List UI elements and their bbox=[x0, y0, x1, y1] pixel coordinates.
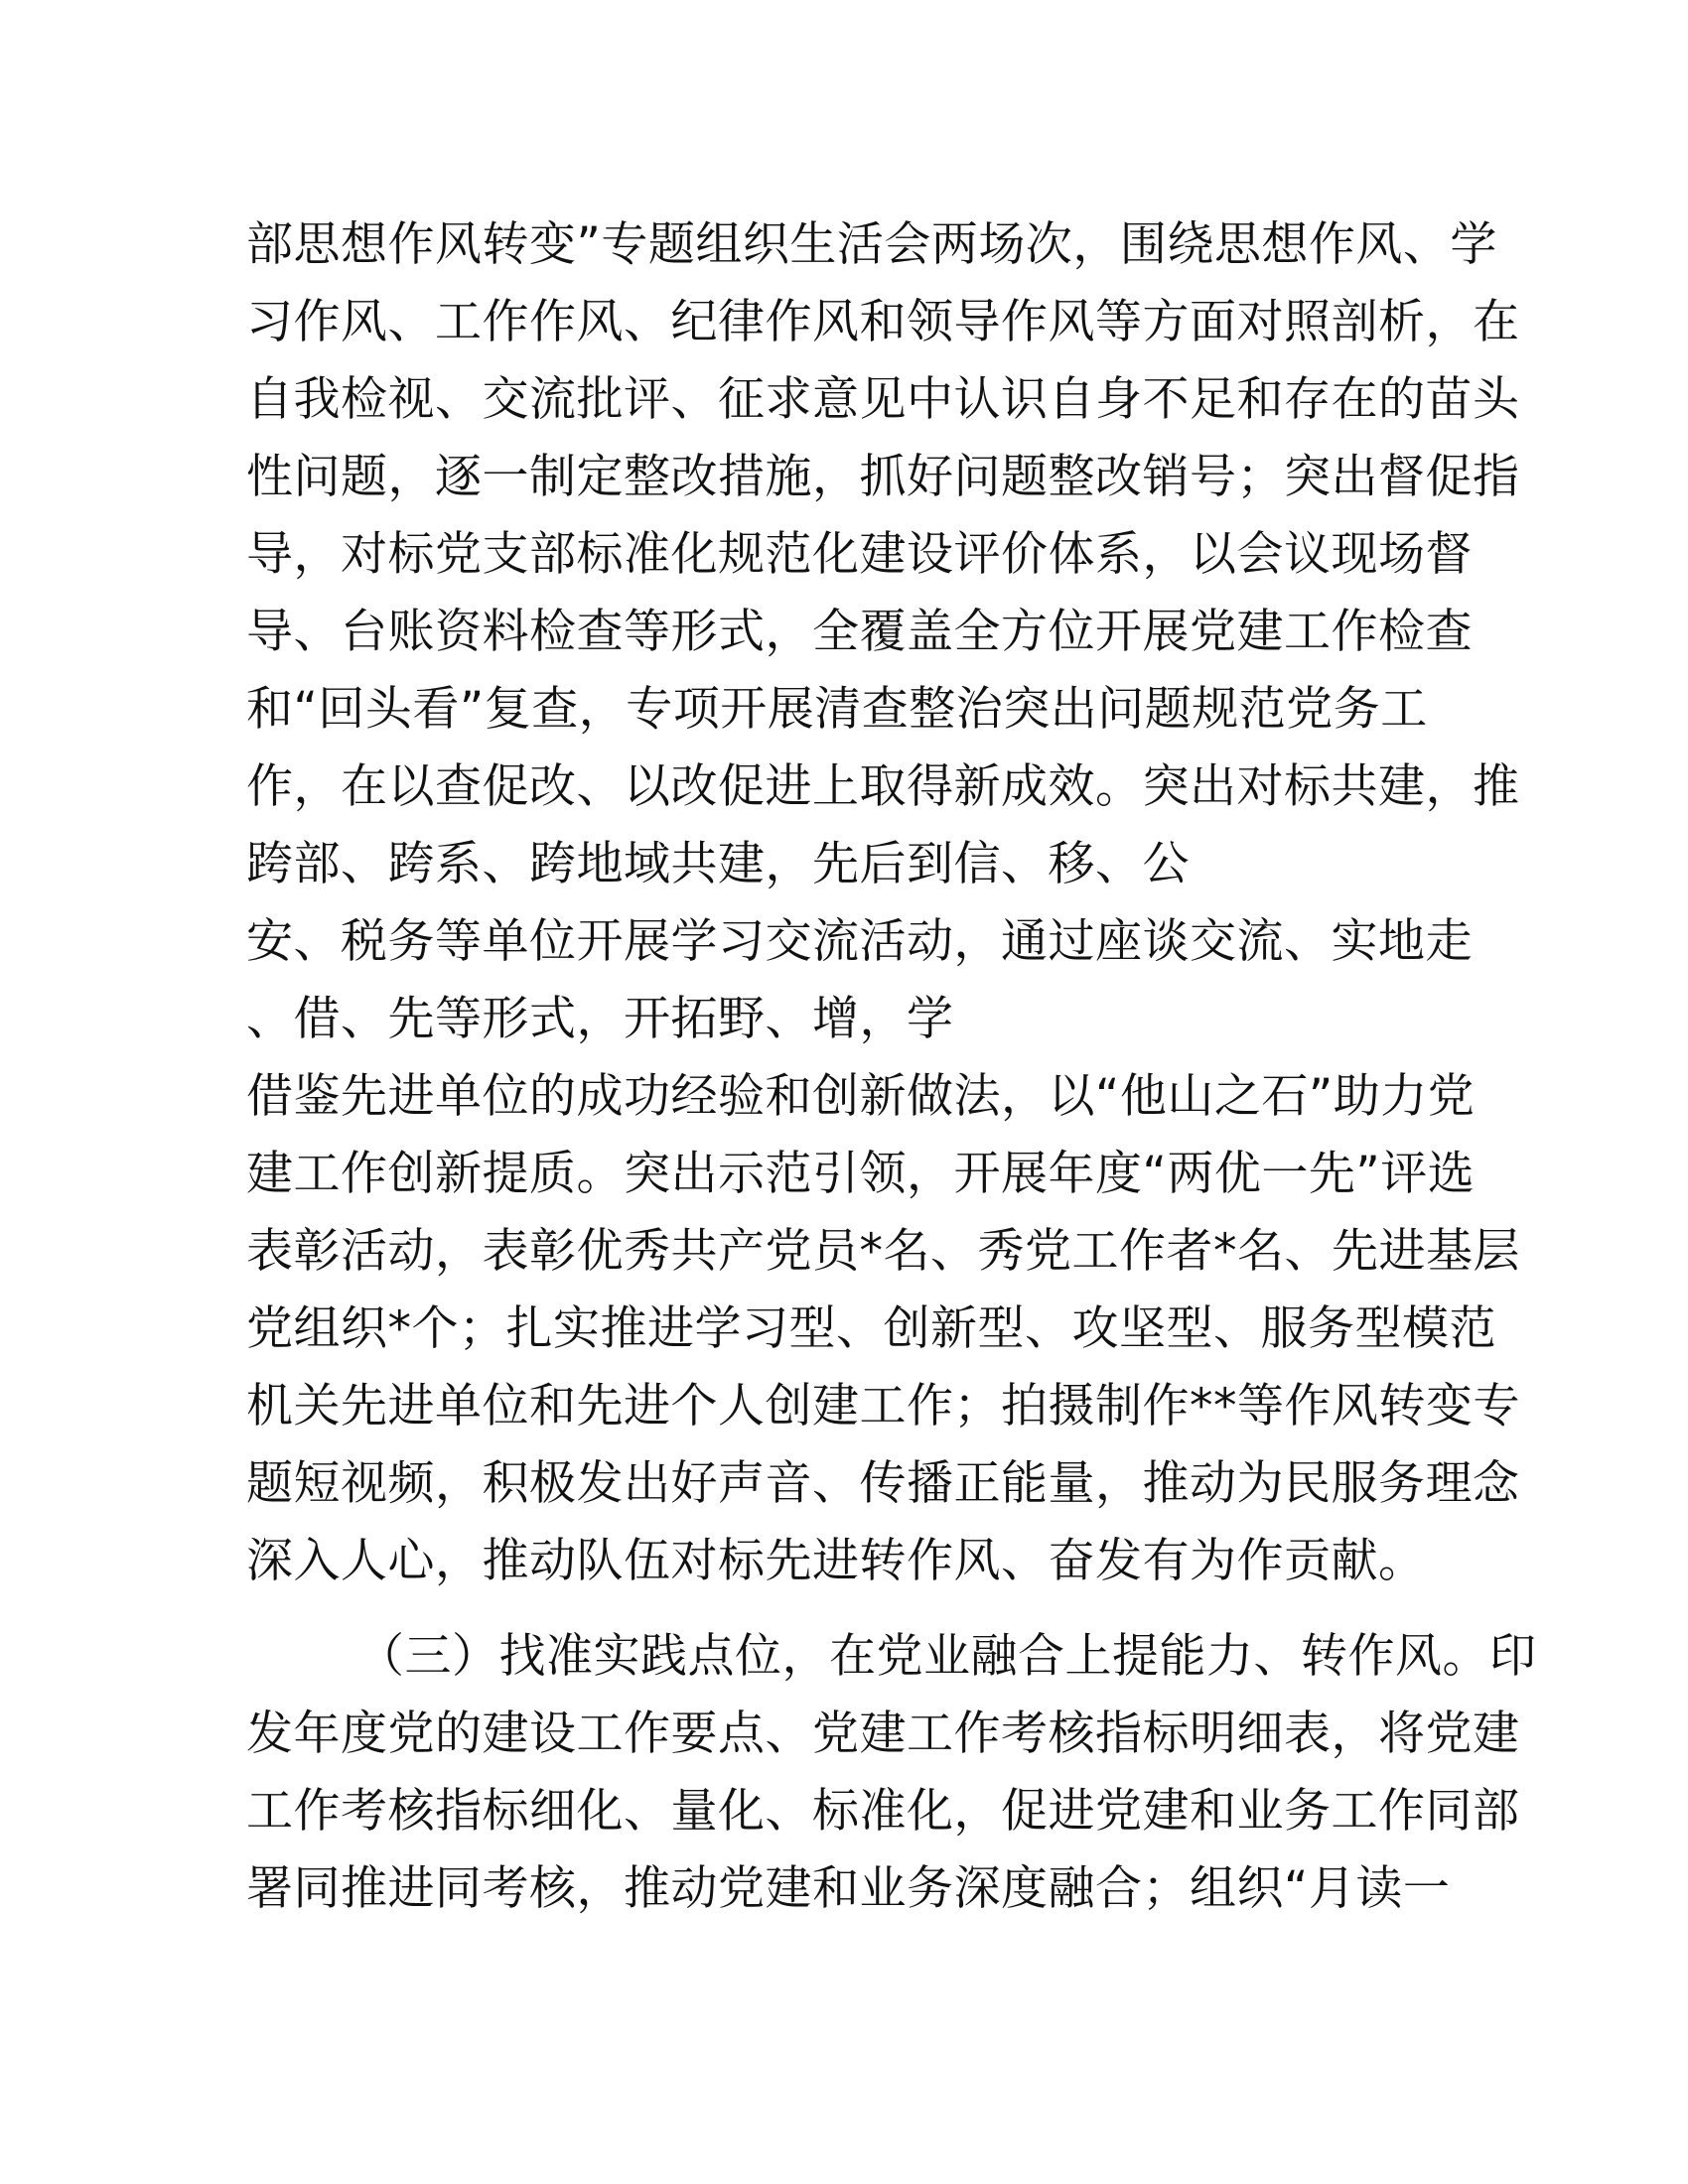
text-line: 机关先进单位和先进个人创建工作；拍摄制作**等作风转变专 bbox=[246, 1379, 1520, 1433]
text-line: 和“回头看”复查，专项开展清查整治突出问题规范党务工 bbox=[246, 682, 1428, 737]
text-line: 建工作创新提质。突出示范引领，开展年度“两优一先”评选 bbox=[246, 1147, 1476, 1201]
text-line: 性问题，逐一制定整改措施，抓好问题整改销号；突出督促指 bbox=[246, 450, 1520, 504]
text-line: 作，在以查促改、以改促进上取得新成效。突出对标共建，推 bbox=[246, 759, 1520, 814]
text-line: 表彰活动，表彰优秀共产党员*名、秀党工作者*名、先进基层 bbox=[246, 1224, 1520, 1279]
text-line: 、借、先等形式，开拓野、增，学 bbox=[246, 992, 954, 1046]
text-line: 导，对标党支部标准化规范化建设评价体系，以会议现场督 bbox=[246, 527, 1473, 582]
text-line: 跨部、跨系、跨地域共建，先后到信、移、公 bbox=[246, 837, 1190, 891]
text-line: 习作风、工作作风、纪律作风和领导作风等方面对照剖析，在 bbox=[246, 295, 1520, 349]
text-line: 题短视频，积极发出好声音、传播正能量，推动为民服务理念 bbox=[246, 1456, 1520, 1511]
paragraph-gap bbox=[246, 1600, 1438, 1618]
document-body bbox=[246, 206, 1537, 1928]
paragraph-1 bbox=[246, 206, 1520, 1600]
text-line: 工作考核指标细化、量化、标准化，促进党建和业务工作同部 bbox=[246, 1784, 1520, 1839]
text-line: （三）找准实践点位，在党业融合上提能力、转作风。印 bbox=[357, 1629, 1537, 1684]
text-line: 部思想作风转变”专题组织生活会两场次，围绕思想作风、学 bbox=[246, 217, 1497, 272]
text-line: 自我检视、交流批评、征求意见中认识自身不足和存在的苗头 bbox=[246, 372, 1520, 427]
text-line: 署同推进同考核，推动党建和业务深度融合；组织“月读一 bbox=[246, 1861, 1451, 1916]
text-line: 发年度党的建设工作要点、党建工作考核指标明细表，将党建 bbox=[246, 1706, 1520, 1761]
text-line: 导、台账资料检查等形式，全覆盖全方位开展党建工作检查 bbox=[246, 605, 1473, 659]
paragraph-2 bbox=[246, 1618, 1537, 1928]
text-line: 党组织*个；扎实推进学习型、创新型、攻坚型、服务型模范 bbox=[246, 1301, 1496, 1356]
text-line: 安、税务等单位开展学习交流活动，通过座谈交流、实地走 bbox=[246, 914, 1473, 969]
text-line: 借鉴先进单位的成功经验和创新做法，以“他山之石”助力党 bbox=[246, 1069, 1476, 1124]
text-line: 深入人心，推动队伍对标先进转作风、奋发有为作贡献。 bbox=[246, 1534, 1426, 1588]
